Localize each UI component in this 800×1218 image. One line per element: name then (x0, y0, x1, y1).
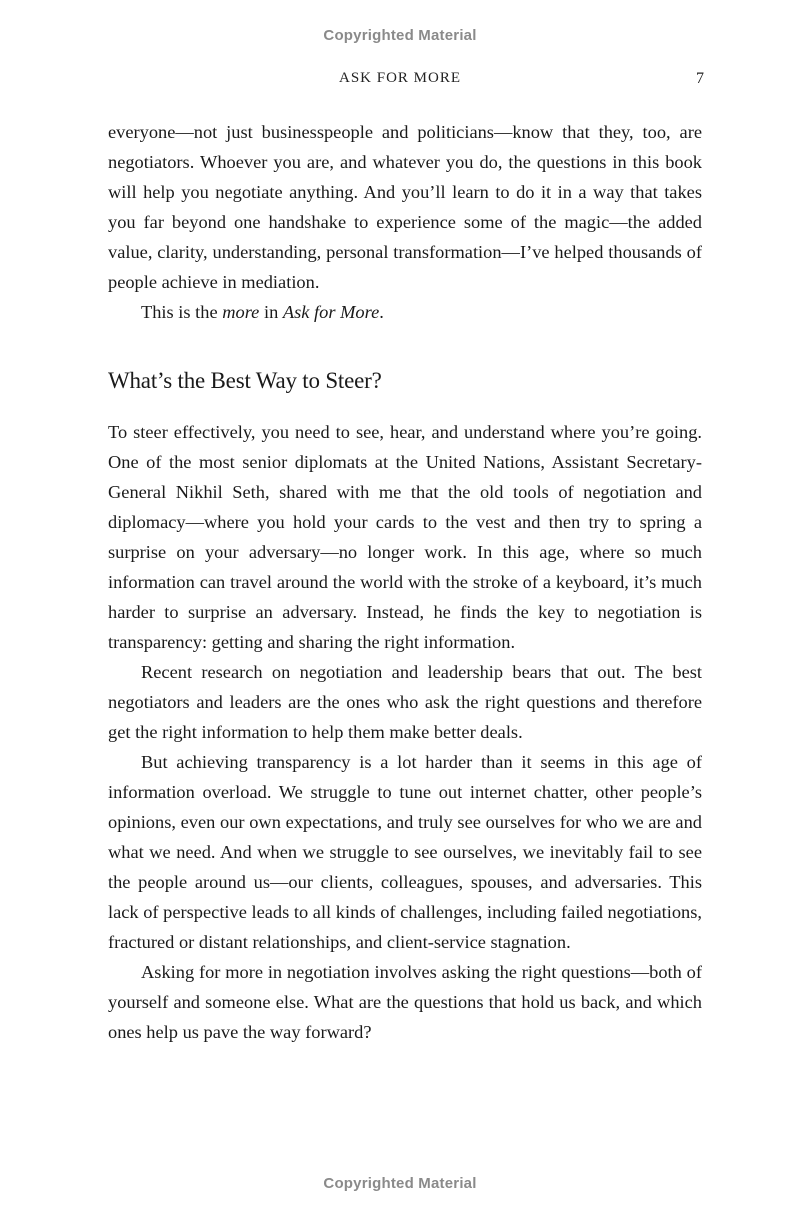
text-span: in (259, 302, 283, 322)
paragraph: everyone—not just businesspeople and politicians—know that they, too, are negotiators. Whoever you are, and whatever you do, the questions in this book will help you negotiate anything. And you’ll learn to do it in a way that takes you far beyond one handshake to experience some of the magic—the added value, clarity, understanding, personal transformation—I’ve helped thousands of people achieve in mediation. (108, 122, 702, 292)
page-number: 7 (696, 70, 704, 87)
paragraph: Asking for more in negotiation involves asking the right questions—both of yourself and someone else. What are the questions that hold us back, and which ones help us pave the way forward? (108, 962, 702, 1042)
paragraph: But achieving transparency is a lot harder than it seems in this age of information overload. We struggle to tune out internet chatter, other people’s opinions, even our own expectations, and truly see ourselves for who we are and what we need. And when we struggle to see ourselves, we inevitably fail to see the people around us—our clients, colleagues, spouses, and adversaries. This lack of perspective leads to all kinds of challenges, including failed negotiations, fractured or distant relationships, and client-service stagnation. (108, 752, 702, 952)
emphasis-more: more (222, 302, 260, 322)
paragraph-ask-for-more (108, 297, 702, 327)
text-span: . (379, 302, 384, 322)
body-text-section (108, 417, 702, 1047)
copyright-watermark-top: Copyrighted Material (323, 27, 477, 44)
copyright-watermark-bottom: Copyrighted Material (323, 1175, 477, 1192)
text-span: This is the (141, 302, 223, 322)
emphasis-book-title: Ask for More (282, 302, 380, 322)
paragraph: Recent research on negotiation and leadership bears that out. The best negotiators and leaders are the ones who ask the right questions and therefore get the right information to help them make better deals. (108, 662, 702, 742)
paragraph: To steer effectively, you need to see, hear, and understand where you’re going. One of the most senior diplomats at the United Nations, Assistant Secretary-General Nikhil Seth, shared with me that the old tools of negotiation and diplomacy—where you hold your cards to the vest and then try to spring a surprise on your adversary—no longer work. In this age, where so much information can travel around the world with the stroke of a keyboard, it’s much harder to surprise an adversary. Instead, he finds the key to negotiation is transparency: getting and sharing the right information. (108, 422, 702, 652)
section-heading: What’s the Best Way to Steer? (108, 368, 382, 393)
running-head: ASK FOR MORE (338, 70, 462, 86)
body-text-top (108, 117, 702, 327)
